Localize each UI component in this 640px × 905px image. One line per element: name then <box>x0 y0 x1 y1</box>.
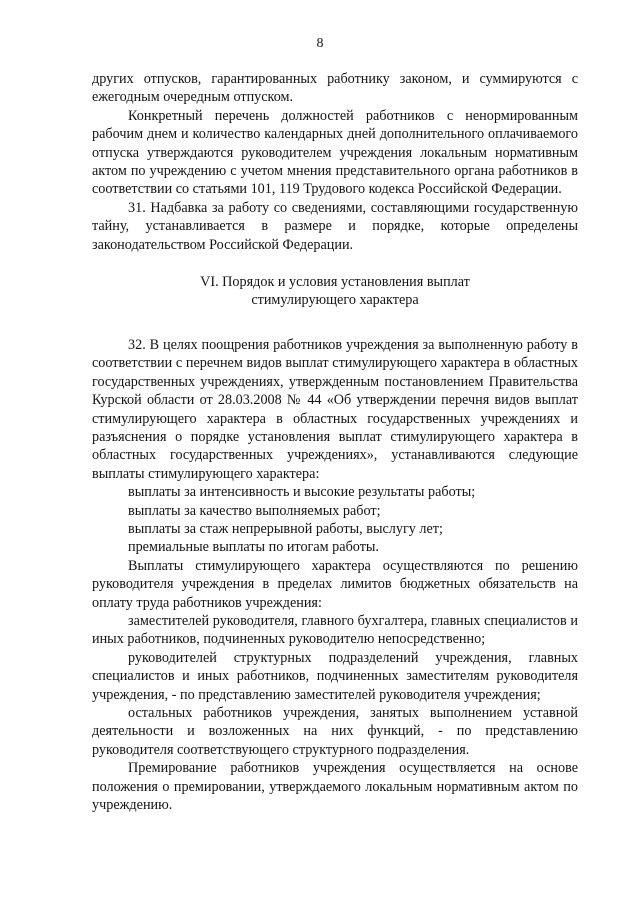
decision-item: руководителей структурных подразделений учреждения, главных специалистов и иных работников, подчиненных заместителям руководителя учреждения, - по представлению заместителей руководителя учреждения; <box>92 649 578 703</box>
paragraph-bonus-regulation: Премирование работников учреждения осуществляется на основе положения о премировании, утверждаемого локальным нормативным актом по учреждению. <box>92 760 578 814</box>
paragraph-32: 32. В целях поощрения работников учреждения за выполненную работу в соответствии с перечнем видов выплат стимулирующего характера в областных государственных учреждениях, утвержденным постановлением Правительства Курской области от 28.03.2008 № 44 «Об утверждении перечня видов выплат стимулирующего характера в областных государственных учреждениях и разъяснения о порядке установления выплат стимулирующего характера в областных государственных учреждениях», устанавливаются следующие выплаты стимулирующего характера: <box>92 336 578 482</box>
payment-type-item: премиальные выплаты по итогам работы. <box>128 539 379 556</box>
payment-type-item: выплаты за стаж непрерывной работы, выслугу лет; <box>128 520 443 537</box>
page-number: 8 <box>316 36 324 51</box>
paragraph-31-state-secret: 31. Надбавка за работу со сведениями, составляющими государственную тайну, устанавливается в размере и порядке, которые определены законодательством Российской Федерации. <box>92 199 578 253</box>
section-heading-line-2: стимулирующего характера <box>251 292 419 309</box>
payment-type-item: выплаты за качество выполняемых работ; <box>128 502 381 519</box>
paragraph-decision: Выплаты стимулирующего характера осуществляются по решению руководителя учреждения в пределах лимитов бюджетных обязательств на оплату труда работников учреждения: <box>92 557 578 611</box>
decision-item: остальных работников учреждения, занятых выполнением уставной деятельности и возложенных на них функций, - по представлению руководителя соответствующего структурного подразделения. <box>92 705 578 758</box>
paragraph-continuation: других отпусков, гарантированных работнику законом, и суммируются с ежегодным очередным отпуском. <box>92 71 578 106</box>
section-heading <box>92 273 578 310</box>
paragraph-irregular-hours: Конкретный перечень должностей работников с ненормированным рабочим днем и количество календарных дней дополнительного оплачиваемого отпуска утверждаются руководителем учреждения локальным нормативным актом по учреждению с учетом мнения представительного органа работников в соответствии со статьями 101, 119 Трудового кодекса Российской Федерации. <box>92 107 578 198</box>
payment-type-item: выплаты за интенсивность и высокие результаты работы; <box>128 484 476 501</box>
decision-item: заместителей руководителя, главного бухгалтера, главных специалистов и иных работников, подчиненных руководителю непосредственно; <box>92 612 578 648</box>
document-body <box>92 70 578 814</box>
section-heading-line-1: VI. Порядок и условия установления выплат <box>200 274 470 291</box>
